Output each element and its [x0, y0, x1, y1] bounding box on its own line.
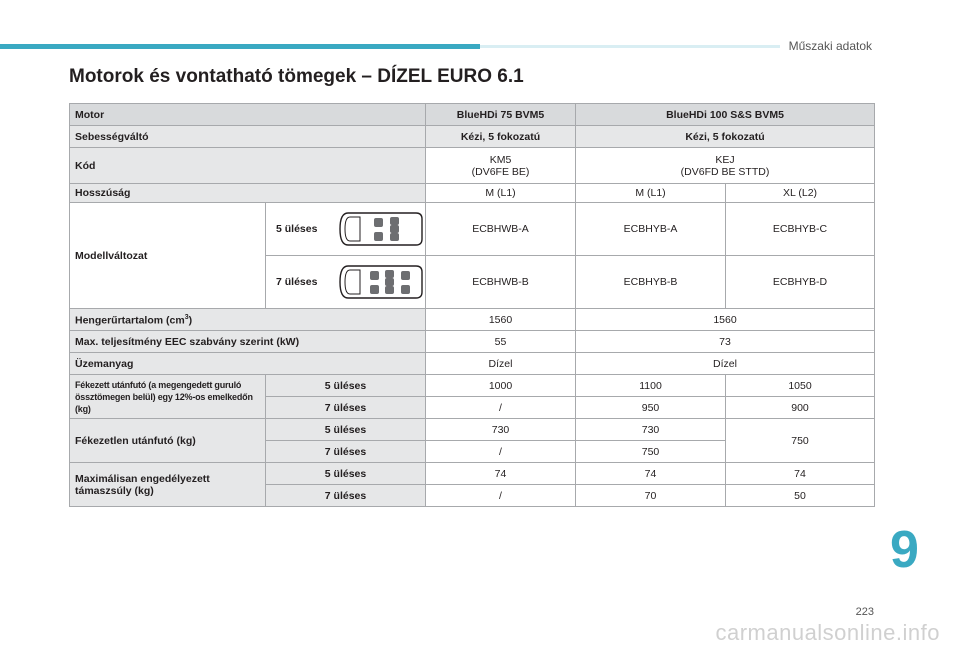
variant-7-seats [266, 256, 426, 309]
cell-model-5-2: ECBHYB-A [576, 203, 726, 256]
cell-noseweight-7-1: / [426, 485, 576, 507]
cell-noseweight-5-3: 74 [726, 463, 875, 485]
noseweight-7-label: 7 üléses [266, 485, 426, 507]
noseweight-5-label: 5 üléses [266, 463, 426, 485]
row-label-noseweight: Maximálisan engedélyezett támaszsúly (kg) [70, 463, 266, 507]
cell-model-5-3: ECBHYB-C [726, 203, 875, 256]
top-accent-bar-thin [480, 45, 780, 48]
cell-unbraked-5-1: 730 [426, 419, 576, 441]
cell-gearbox-1: Kézi, 5 fokozatú [426, 126, 576, 148]
table-row-length [70, 184, 875, 203]
table-row-fuel [70, 353, 875, 375]
cell-code-2 [576, 148, 875, 184]
cell-fuel-2: Dízel [576, 353, 875, 375]
cell-model-7-1: ECBHWB-B [426, 256, 576, 309]
cell-braked-5-3: 1050 [726, 375, 875, 397]
table-row-braked-5 [70, 375, 875, 397]
code-1-line2: (DV6FE BE) [471, 165, 530, 178]
page-title: Motorok és vontatható tömegek – DÍZEL EURO 6.1 [69, 66, 524, 87]
row-label-gearbox: Sebességváltó [70, 126, 426, 148]
cell-length-2: M (L1) [576, 184, 726, 203]
row-label-braked: Fékezett utánfutó (a megengedett guruló össztömegen belül) egy 12%-os emelkedőn (kg) [70, 375, 266, 419]
cell-model-5-1: ECBHWB-A [426, 203, 576, 256]
cell-gearbox-2: Kézi, 5 fokozatú [576, 126, 875, 148]
cell-braked-5-1: 1000 [426, 375, 576, 397]
cell-unbraked-5-2: 730 [576, 419, 726, 441]
cell-displacement-2: 1560 [576, 309, 875, 331]
row-label-model: Modellváltozat [70, 203, 266, 309]
variant-5-label: 5 üléses [276, 223, 318, 235]
row-label-length: Hosszúság [70, 184, 426, 203]
row-label-power: Max. teljesítmény EEC szabvány szerint (kW) [70, 331, 426, 353]
cell-fuel-1: Dízel [426, 353, 576, 375]
code-1-line1: KM5 [489, 153, 512, 166]
watermark: carmanualsonline.info [715, 620, 940, 645]
van-7-seats-icon [338, 261, 424, 303]
variant-5-seats [266, 203, 426, 256]
section-title: Műszaki adatok [788, 39, 872, 53]
cell-power-2: 73 [576, 331, 875, 353]
cell-noseweight-5-1: 74 [426, 463, 576, 485]
table-row-displacement [70, 309, 875, 331]
cell-length-1: M (L1) [426, 184, 576, 203]
variant-7-label: 7 üléses [276, 276, 318, 288]
row-label-displacement: Hengerűrtartalom $(cm^3)$ [70, 309, 426, 331]
cell-noseweight-7-2: 70 [576, 485, 726, 507]
row-label-motor: Motor [70, 104, 426, 126]
braked-5-label: 5 üléses [266, 375, 426, 397]
cell-braked-5-2: 1100 [576, 375, 726, 397]
unbraked-5-label: 5 üléses [266, 419, 426, 441]
cell-displacement-1: 1560 [426, 309, 576, 331]
cell-power-1: 55 [426, 331, 576, 353]
braked-7-label: 7 üléses [266, 397, 426, 419]
code-2-line2: (DV6FD BE STTD) [680, 165, 770, 178]
page-number: 223 [855, 606, 874, 618]
table-row-motor [70, 104, 875, 126]
cell-braked-7-3: 900 [726, 397, 875, 419]
cell-noseweight-7-3: 50 [726, 485, 875, 507]
table-row-unbraked-5 [70, 419, 875, 441]
engine-spec-table [69, 103, 875, 507]
row-label-code: Kód [70, 148, 426, 184]
cell-model-7-2: ECBHYB-B [576, 256, 726, 309]
van-5-seats-icon [338, 208, 424, 250]
top-accent-bar [0, 44, 480, 49]
table-row-code [70, 148, 875, 184]
code-2-line1: KEJ [715, 153, 735, 166]
table-row-gearbox [70, 126, 875, 148]
table-row-power [70, 331, 875, 353]
table-row-model-5 [70, 203, 875, 256]
cell-braked-7-2: 950 [576, 397, 726, 419]
cell-code-1 [426, 148, 576, 184]
table-row-noseweight-5 [70, 463, 875, 485]
row-label-fuel: Üzemanyag [70, 353, 426, 375]
cell-model-7-3: ECBHYB-D [726, 256, 875, 309]
cell-unbraked-7-1: / [426, 441, 576, 463]
cell-braked-7-1: / [426, 397, 576, 419]
superscript-3: 3 [184, 314, 189, 322]
row-label-unbraked: Fékezetlen utánfutó (kg) [70, 419, 266, 463]
cell-unbraked-3: 750 [726, 419, 875, 463]
chapter-number: 9 [890, 521, 919, 579]
unbraked-7-label: 7 üléses [266, 441, 426, 463]
cell-unbraked-7-2: 750 [576, 441, 726, 463]
cell-motor-2: BlueHDi 100 S&S BVM5 [576, 104, 875, 126]
cell-noseweight-5-2: 74 [576, 463, 726, 485]
cell-motor-1: BlueHDi 75 BVM5 [426, 104, 576, 126]
cell-length-3: XL (L2) [726, 184, 875, 203]
